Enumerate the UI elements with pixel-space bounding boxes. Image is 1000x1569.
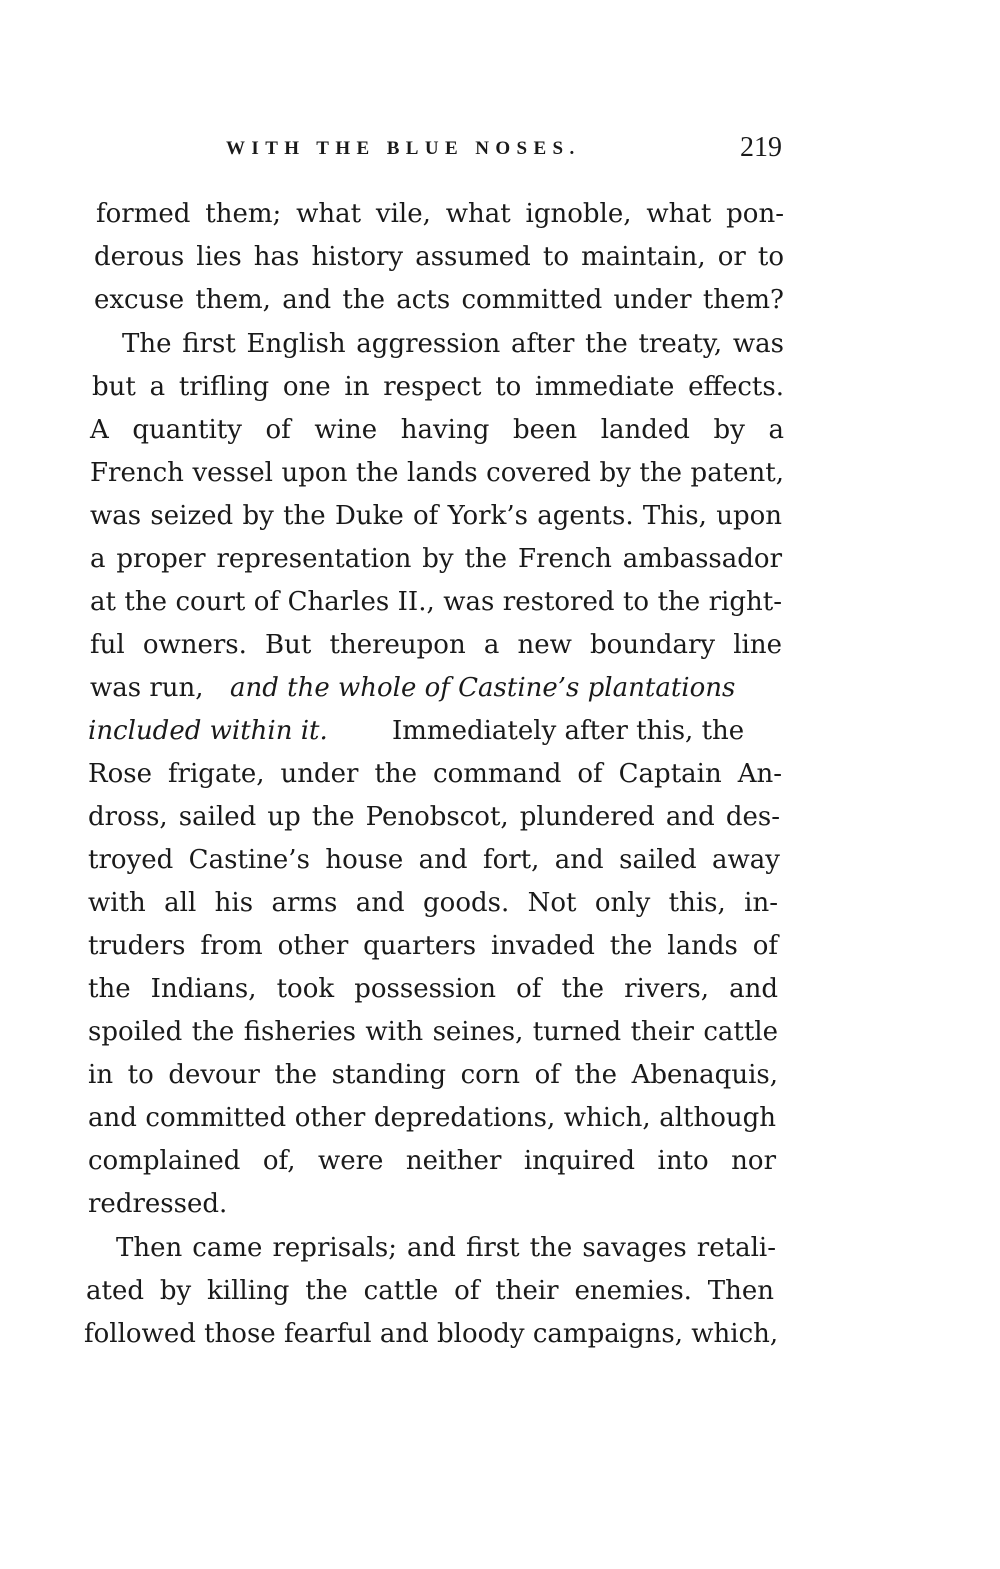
running-head <box>226 132 782 172</box>
text-line: at the court of Charles II., was restored to the right- <box>90 587 782 617</box>
text-line: French vessel upon the lands covered by the patent, <box>90 458 784 488</box>
text-line: Immediately after this, the <box>392 716 745 746</box>
page-number: 219 <box>740 132 782 163</box>
text-line: formed them; what vile, what ignoble, what pon- <box>96 199 784 229</box>
text-line: complained of, were neither inquired into nor <box>88 1146 776 1176</box>
text-line: truders from other quarters invaded the lands of <box>88 931 778 961</box>
text-line: in to devour the standing corn of the Abenaquis, <box>88 1060 778 1090</box>
text-line: followed those fearful and bloody campaigns, which, <box>84 1319 779 1349</box>
running-title: WITH THE BLUE NOSES. <box>226 138 581 159</box>
text-line-italic <box>88 711 328 751</box>
text-line: Then came reprisals; and first the savages retali- <box>116 1233 776 1263</box>
text-line: derous lies has history assumed to maintain, or to <box>94 242 784 272</box>
text-line: spoiled the fisheries with seines, turned their cattle <box>88 1017 778 1047</box>
text-line-italic <box>230 668 735 708</box>
text-line: was run, <box>90 673 204 703</box>
text-line: dross, sailed up the Penobscot, plundered and des- <box>88 802 780 832</box>
italic-emphasis: and the whole of Castine’s plantations <box>230 673 736 703</box>
text-line: redressed. <box>88 1189 228 1219</box>
text-line: and committed other depredations, which, although <box>88 1103 776 1133</box>
text-line: The first English aggression after the treaty, was <box>122 329 784 359</box>
text-line: troyed Castine’s house and fort, and sailed away <box>88 845 780 875</box>
text-line: Rose frigate, under the command of Captain An- <box>88 759 782 789</box>
text-line: the Indians, took possession of the rivers, and <box>88 974 778 1004</box>
text-line: a proper representation by the French ambassador <box>90 544 782 574</box>
text-line: was seized by the Duke of York’s agents. This, upon <box>90 501 782 531</box>
italic-emphasis: included within it. <box>88 716 328 746</box>
text-line: excuse them, and the acts committed under them? <box>94 285 784 315</box>
text-line: ated by killing the cattle of their enemies. Then <box>86 1276 774 1306</box>
text-line: but a trifling one in respect to immediate effects. <box>92 372 784 402</box>
text-line: ful owners. But thereupon a new boundary line <box>90 630 782 660</box>
text-line: with all his arms and goods. Not only this, in- <box>88 888 778 918</box>
text-line: A quantity of wine having been landed by a <box>90 415 784 445</box>
